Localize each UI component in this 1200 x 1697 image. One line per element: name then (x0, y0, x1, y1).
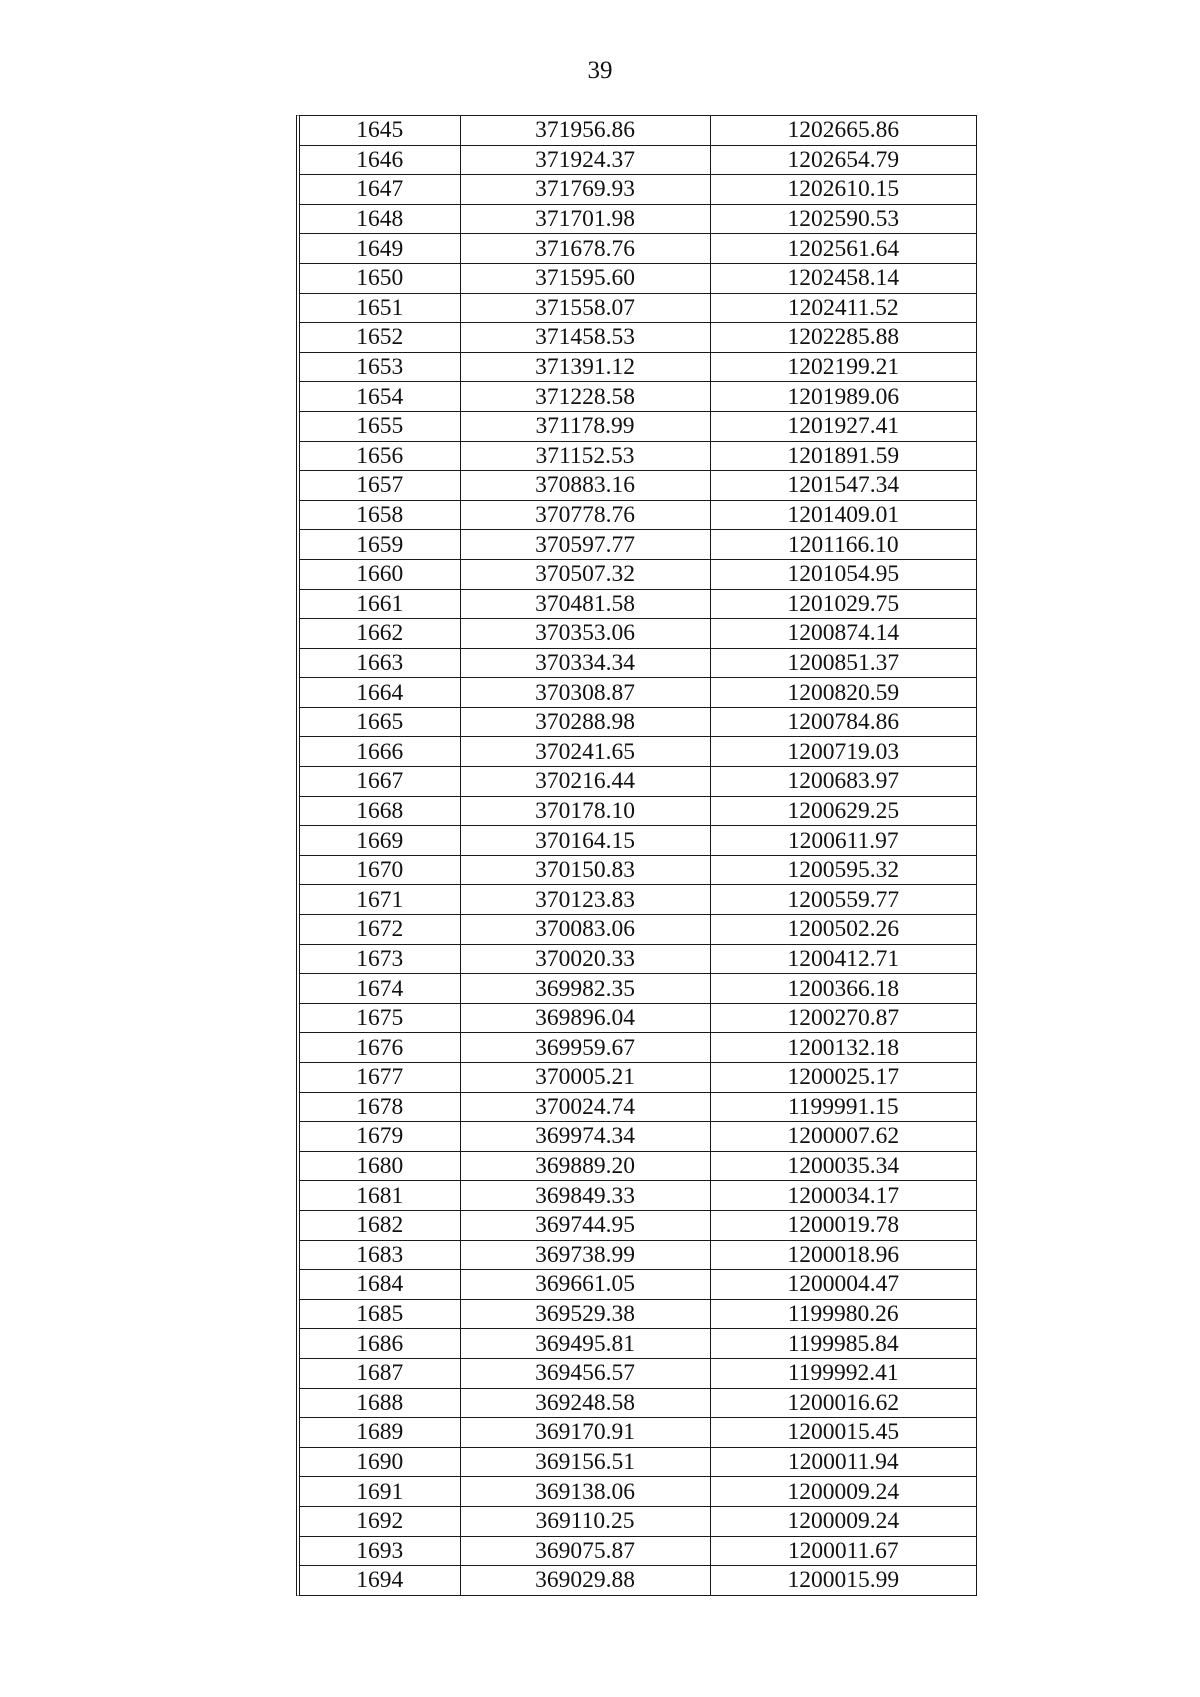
point-number-cell: 1673 (300, 944, 460, 974)
x-coordinate-cell: 370216.44 (460, 767, 710, 797)
x-coordinate-cell: 369456.57 (460, 1358, 710, 1388)
y-coordinate-cell: 1200502.26 (710, 915, 976, 945)
x-coordinate-cell: 371391.12 (460, 352, 710, 382)
y-coordinate-cell: 1199985.84 (710, 1329, 976, 1359)
point-number-cell: 1676 (300, 1033, 460, 1063)
point-number-cell: 1689 (300, 1418, 460, 1448)
y-coordinate-cell: 1200784.86 (710, 707, 976, 737)
y-coordinate-cell: 1202199.21 (710, 352, 976, 382)
x-coordinate-cell: 369029.88 (460, 1566, 710, 1595)
x-coordinate-cell: 369075.87 (460, 1536, 710, 1566)
point-number-cell: 1684 (300, 1270, 460, 1300)
coordinates-table-grid (300, 116, 976, 1595)
point-number-cell: 1645 (300, 116, 460, 145)
table-row (300, 1299, 976, 1329)
x-coordinate-cell: 370020.33 (460, 944, 710, 974)
table-row (300, 293, 976, 323)
y-coordinate-cell: 1200629.25 (710, 796, 976, 826)
x-coordinate-cell: 369744.95 (460, 1210, 710, 1240)
x-coordinate-cell: 370507.32 (460, 559, 710, 589)
table-row (300, 1270, 976, 1300)
x-coordinate-cell: 369974.34 (460, 1122, 710, 1152)
x-coordinate-cell: 369896.04 (460, 1003, 710, 1033)
point-number-cell: 1669 (300, 826, 460, 856)
table-row (300, 441, 976, 471)
y-coordinate-cell: 1202654.79 (710, 145, 976, 175)
table-row (300, 1003, 976, 1033)
point-number-cell: 1691 (300, 1477, 460, 1507)
y-coordinate-cell: 1202590.53 (710, 204, 976, 234)
x-coordinate-cell: 369248.58 (460, 1388, 710, 1418)
table-row (300, 826, 976, 856)
table-row (300, 1447, 976, 1477)
y-coordinate-cell: 1200011.67 (710, 1536, 976, 1566)
table-row (300, 471, 976, 501)
point-number-cell: 1688 (300, 1388, 460, 1418)
point-number-cell: 1660 (300, 559, 460, 589)
y-coordinate-cell: 1202285.88 (710, 323, 976, 353)
table-row (300, 1418, 976, 1448)
y-coordinate-cell: 1201927.41 (710, 411, 976, 441)
point-number-cell: 1647 (300, 175, 460, 205)
point-number-cell: 1680 (300, 1151, 460, 1181)
point-number-cell: 1664 (300, 678, 460, 708)
table-row (300, 767, 976, 797)
x-coordinate-cell: 370178.10 (460, 796, 710, 826)
x-coordinate-cell: 369661.05 (460, 1270, 710, 1300)
y-coordinate-cell: 1202610.15 (710, 175, 976, 205)
y-coordinate-cell: 1200851.37 (710, 648, 976, 678)
y-coordinate-cell: 1201547.34 (710, 471, 976, 501)
y-coordinate-cell: 1202561.64 (710, 234, 976, 264)
point-number-cell: 1655 (300, 411, 460, 441)
point-number-cell: 1686 (300, 1329, 460, 1359)
table-row (300, 382, 976, 412)
point-number-cell: 1657 (300, 471, 460, 501)
x-coordinate-cell: 370024.74 (460, 1092, 710, 1122)
x-coordinate-cell: 370334.34 (460, 648, 710, 678)
table-row (300, 974, 976, 1004)
point-number-cell: 1661 (300, 589, 460, 619)
x-coordinate-cell: 371558.07 (460, 293, 710, 323)
point-number-cell: 1668 (300, 796, 460, 826)
x-coordinate-cell: 369138.06 (460, 1477, 710, 1507)
x-coordinate-cell: 369110.25 (460, 1506, 710, 1536)
y-coordinate-cell: 1200007.62 (710, 1122, 976, 1152)
point-number-cell: 1671 (300, 885, 460, 915)
point-number-cell: 1687 (300, 1358, 460, 1388)
y-coordinate-cell: 1200412.71 (710, 944, 976, 974)
x-coordinate-cell: 371701.98 (460, 204, 710, 234)
point-number-cell: 1685 (300, 1299, 460, 1329)
point-number-cell: 1667 (300, 767, 460, 797)
table-row (300, 1358, 976, 1388)
x-coordinate-cell: 370164.15 (460, 826, 710, 856)
table-row (300, 737, 976, 767)
point-number-cell: 1683 (300, 1240, 460, 1270)
table-row (300, 1210, 976, 1240)
table-row (300, 707, 976, 737)
table-row (300, 915, 976, 945)
x-coordinate-cell: 369495.81 (460, 1329, 710, 1359)
table-row (300, 323, 976, 353)
point-number-cell: 1692 (300, 1506, 460, 1536)
table-row (300, 204, 976, 234)
point-number-cell: 1652 (300, 323, 460, 353)
point-number-cell: 1651 (300, 293, 460, 323)
x-coordinate-cell: 371152.53 (460, 441, 710, 471)
y-coordinate-cell: 1200009.24 (710, 1477, 976, 1507)
point-number-cell: 1658 (300, 500, 460, 530)
x-coordinate-cell: 370083.06 (460, 915, 710, 945)
table-row (300, 1506, 976, 1536)
y-coordinate-cell: 1200004.47 (710, 1270, 976, 1300)
y-coordinate-cell: 1201029.75 (710, 589, 976, 619)
x-coordinate-cell: 371678.76 (460, 234, 710, 264)
x-coordinate-cell: 371458.53 (460, 323, 710, 353)
y-coordinate-cell: 1200559.77 (710, 885, 976, 915)
x-coordinate-cell: 370288.98 (460, 707, 710, 737)
y-coordinate-cell: 1199980.26 (710, 1299, 976, 1329)
y-coordinate-cell: 1200035.34 (710, 1151, 976, 1181)
point-number-cell: 1662 (300, 619, 460, 649)
table-row (300, 1477, 976, 1507)
table-row (300, 1566, 976, 1595)
y-coordinate-cell: 1200018.96 (710, 1240, 976, 1270)
table-row (300, 1536, 976, 1566)
point-number-cell: 1672 (300, 915, 460, 945)
y-coordinate-cell: 1200011.94 (710, 1447, 976, 1477)
x-coordinate-cell: 369170.91 (460, 1418, 710, 1448)
x-coordinate-cell: 369959.67 (460, 1033, 710, 1063)
x-coordinate-cell: 371228.58 (460, 382, 710, 412)
y-coordinate-cell: 1200270.87 (710, 1003, 976, 1033)
table-row (300, 145, 976, 175)
table-row (300, 1181, 976, 1211)
table-row (300, 1063, 976, 1093)
point-number-cell: 1665 (300, 707, 460, 737)
point-number-cell: 1677 (300, 1063, 460, 1093)
x-coordinate-cell: 370005.21 (460, 1063, 710, 1093)
table-row (300, 500, 976, 530)
y-coordinate-cell: 1200595.32 (710, 855, 976, 885)
point-number-cell: 1648 (300, 204, 460, 234)
table-body (300, 116, 976, 1595)
y-coordinate-cell: 1201891.59 (710, 441, 976, 471)
table-row (300, 175, 976, 205)
table-row (300, 1388, 976, 1418)
point-number-cell: 1675 (300, 1003, 460, 1033)
x-coordinate-cell: 370353.06 (460, 619, 710, 649)
x-coordinate-cell: 369738.99 (460, 1240, 710, 1270)
x-coordinate-cell: 370308.87 (460, 678, 710, 708)
x-coordinate-cell: 371178.99 (460, 411, 710, 441)
table-row (300, 796, 976, 826)
x-coordinate-cell: 370481.58 (460, 589, 710, 619)
y-coordinate-cell: 1199991.15 (710, 1092, 976, 1122)
point-number-cell: 1690 (300, 1447, 460, 1477)
x-coordinate-cell: 370150.83 (460, 855, 710, 885)
y-coordinate-cell: 1201054.95 (710, 559, 976, 589)
y-coordinate-cell: 1200683.97 (710, 767, 976, 797)
x-coordinate-cell: 369529.38 (460, 1299, 710, 1329)
table-row (300, 234, 976, 264)
point-number-cell: 1649 (300, 234, 460, 264)
x-coordinate-cell: 370778.76 (460, 500, 710, 530)
y-coordinate-cell: 1202411.52 (710, 293, 976, 323)
x-coordinate-cell: 369889.20 (460, 1151, 710, 1181)
x-coordinate-cell: 369982.35 (460, 974, 710, 1004)
y-coordinate-cell: 1201989.06 (710, 382, 976, 412)
y-coordinate-cell: 1200132.18 (710, 1033, 976, 1063)
y-coordinate-cell: 1200719.03 (710, 737, 976, 767)
y-coordinate-cell: 1201409.01 (710, 500, 976, 530)
y-coordinate-cell: 1202458.14 (710, 263, 976, 293)
x-coordinate-cell: 371924.37 (460, 145, 710, 175)
y-coordinate-cell: 1200016.62 (710, 1388, 976, 1418)
coordinates-table (296, 115, 977, 1596)
point-number-cell: 1666 (300, 737, 460, 767)
x-coordinate-cell: 370883.16 (460, 471, 710, 501)
y-coordinate-cell: 1200611.97 (710, 826, 976, 856)
point-number-cell: 1650 (300, 263, 460, 293)
y-coordinate-cell: 1200009.24 (710, 1506, 976, 1536)
y-coordinate-cell: 1200019.78 (710, 1210, 976, 1240)
table-row (300, 855, 976, 885)
point-number-cell: 1654 (300, 382, 460, 412)
table-row (300, 944, 976, 974)
x-coordinate-cell: 369156.51 (460, 1447, 710, 1477)
point-number-cell: 1674 (300, 974, 460, 1004)
y-coordinate-cell: 1201166.10 (710, 530, 976, 560)
point-number-cell: 1694 (300, 1566, 460, 1595)
x-coordinate-cell: 371769.93 (460, 175, 710, 205)
table-row (300, 411, 976, 441)
table-row (300, 352, 976, 382)
y-coordinate-cell: 1200034.17 (710, 1181, 976, 1211)
page-number: 39 (587, 57, 613, 84)
table-row (300, 589, 976, 619)
y-coordinate-cell: 1200874.14 (710, 619, 976, 649)
y-coordinate-cell: 1200025.17 (710, 1063, 976, 1093)
point-number-cell: 1646 (300, 145, 460, 175)
y-coordinate-cell: 1200820.59 (710, 678, 976, 708)
y-coordinate-cell: 1200015.45 (710, 1418, 976, 1448)
table-row (300, 1329, 976, 1359)
table-row (300, 1092, 976, 1122)
point-number-cell: 1659 (300, 530, 460, 560)
point-number-cell: 1656 (300, 441, 460, 471)
table-row (300, 530, 976, 560)
x-coordinate-cell: 370241.65 (460, 737, 710, 767)
point-number-cell: 1679 (300, 1122, 460, 1152)
y-coordinate-cell: 1202665.86 (710, 116, 976, 145)
table-row (300, 619, 976, 649)
table-row (300, 1240, 976, 1270)
point-number-cell: 1653 (300, 352, 460, 382)
x-coordinate-cell: 370597.77 (460, 530, 710, 560)
x-coordinate-cell: 370123.83 (460, 885, 710, 915)
point-number-cell: 1682 (300, 1210, 460, 1240)
table-row (300, 1122, 976, 1152)
y-coordinate-cell: 1199992.41 (710, 1358, 976, 1388)
y-coordinate-cell: 1200015.99 (787, 1567, 900, 1594)
table-row (300, 1151, 976, 1181)
table-row (300, 263, 976, 293)
point-number-cell: 1681 (300, 1181, 460, 1211)
x-coordinate-cell: 369849.33 (460, 1181, 710, 1211)
table-row (300, 559, 976, 589)
point-number-cell: 1693 (300, 1536, 460, 1566)
table-row (300, 648, 976, 678)
table-row (300, 678, 976, 708)
table-row (300, 885, 976, 915)
point-number-cell: 1670 (300, 855, 460, 885)
table-row (300, 1033, 976, 1063)
point-number-cell: 1678 (300, 1092, 460, 1122)
point-number-cell: 1663 (300, 648, 460, 678)
x-coordinate-cell: 371595.60 (460, 263, 710, 293)
x-coordinate-cell: 371956.86 (460, 116, 710, 145)
y-coordinate-cell: 1200366.18 (710, 974, 976, 1004)
table-row (300, 116, 976, 145)
